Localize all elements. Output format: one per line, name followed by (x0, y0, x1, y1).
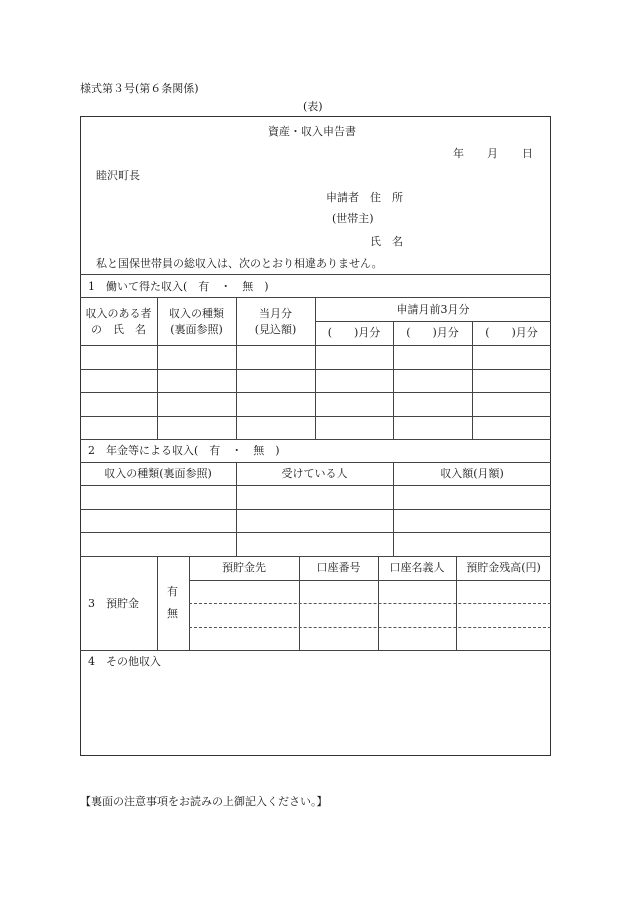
grid-line (315, 321, 551, 322)
divider (80, 274, 551, 275)
date-day: 日 (522, 147, 533, 160)
divider (80, 462, 551, 463)
address-label: 住 所 (370, 191, 403, 204)
table-row (80, 532, 551, 533)
grid-line (472, 321, 473, 439)
table-row (80, 485, 551, 486)
table-row (80, 369, 551, 370)
current-month-header-1: 当月分 (259, 307, 292, 320)
earner-header-2: の 氏 名 (91, 323, 146, 336)
month-2-header: ( )月分 (406, 326, 459, 339)
section3-title: 3 預貯金 (88, 597, 139, 610)
section4-title: 4 その他収入 (88, 655, 161, 668)
dashed-line (189, 627, 551, 628)
divider (80, 439, 551, 440)
current-month-header-2: (見込額) (254, 323, 297, 336)
divider (80, 650, 551, 651)
savings-yes: 有 (167, 585, 178, 598)
form-number: 様式第３号(第６条関係) (80, 82, 199, 95)
side-label: (表) (303, 100, 323, 113)
addressee: 睦沢町長 (96, 169, 140, 182)
income-type-header-1: 収入の種類 (169, 307, 224, 320)
name-label: 氏 名 (370, 235, 403, 248)
date-month: 月 (487, 147, 498, 160)
household-head-label: (世帯主) (332, 212, 374, 225)
account-number-header: 口座番号 (316, 561, 361, 574)
table-row (80, 509, 551, 510)
declaration-text: 私と国保世帯員の総収入は、次のとおり相違ありません。 (96, 257, 383, 270)
earner-header-1: 収入のある者 (85, 307, 152, 320)
month-3-header: ( )月分 (485, 326, 538, 339)
account-holder-header: 口座名義人 (389, 561, 445, 574)
savings-no: 無 (167, 607, 178, 620)
prior-3-months-header: 申請月前3月分 (396, 303, 470, 316)
balance-header: 預貯金残高(円) (466, 561, 541, 574)
section1-title: 1 働いて得た収入( 有 ・ 無 ) (88, 280, 269, 293)
grid-line (157, 556, 158, 650)
grid-line (315, 297, 316, 439)
footer-note: 【裏面の注意事項をお読みの上御記入ください。】 (80, 795, 328, 808)
table-row (80, 392, 551, 393)
date-year: 年 (453, 147, 464, 160)
divider (80, 556, 551, 557)
section2-title: 2 年金等による収入( 有 ・ 無 ) (88, 444, 280, 457)
table-row (80, 345, 551, 346)
form-title: 資産・収入申告書 (268, 125, 356, 138)
table-row (80, 416, 551, 417)
bank-header: 預貯金先 (222, 561, 266, 574)
pension-amount-header: 収入額(月額) (440, 467, 504, 480)
pension-recipient-header: 受けている人 (281, 467, 348, 480)
grid-line (189, 580, 551, 581)
dashed-line (189, 603, 551, 604)
grid-line (393, 321, 394, 439)
applicant-label: 申請者 (326, 191, 359, 204)
income-type-header-2: (裏面参照) (170, 323, 223, 336)
month-1-header: ( )月分 (327, 326, 381, 339)
pension-type-header: 収入の種類(裏面参照) (104, 467, 212, 480)
